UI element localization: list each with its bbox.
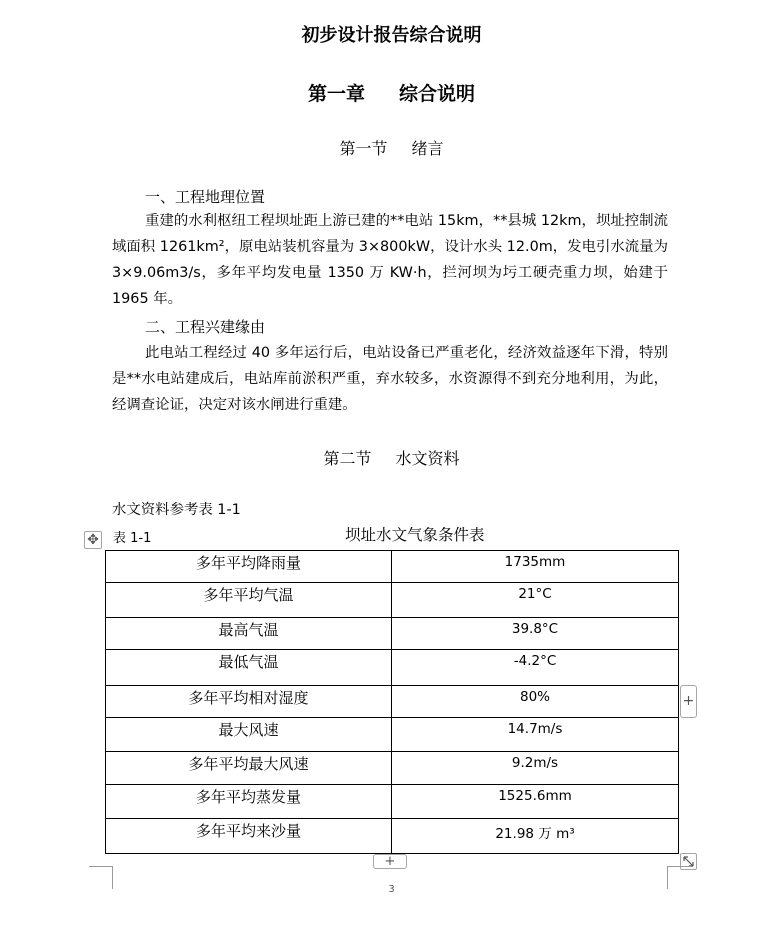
table-row	[106, 785, 679, 819]
page-corner-mark	[667, 866, 690, 867]
table-cell-value[interactable]: 39.8°C	[392, 618, 679, 650]
subheading-location: 一、工程地理位置	[145, 188, 266, 206]
table-row	[106, 583, 679, 618]
section-2-title: 水文资料	[395, 449, 460, 468]
table-row	[106, 718, 679, 752]
table-reference-label: 水文资料参考表 1-1	[112, 502, 241, 518]
table-cell-label[interactable]: 多年平均相对湿度	[106, 686, 392, 718]
section-heading-1	[0, 136, 783, 159]
table-caption: 坝址水文气象条件表	[345, 526, 485, 544]
table-cell-value[interactable]: -4.2°C	[392, 650, 679, 686]
section-1-number: 第一节	[339, 139, 388, 158]
section-2-number: 第二节	[323, 449, 372, 468]
table-number: 表 1-1	[113, 531, 152, 546]
section-1-title: 绪言	[411, 139, 444, 158]
table-cell-value[interactable]: 14.7m/s	[392, 718, 679, 752]
document-title: 初步设计报告综合说明	[301, 25, 482, 46]
add-column-button[interactable]	[680, 685, 697, 718]
table-cell-label[interactable]: 多年平均来沙量	[106, 819, 392, 854]
table-cell-value[interactable]: 21°C	[392, 583, 679, 618]
hydrology-table	[105, 550, 679, 854]
chapter-title: 综合说明	[399, 83, 476, 105]
four-way-arrow-icon: ✥	[87, 532, 99, 548]
table-row	[106, 686, 679, 718]
table-cell-label[interactable]: 多年平均气温	[106, 583, 392, 618]
chapter-number: 第一章	[307, 83, 365, 105]
table-row	[106, 650, 679, 686]
paragraph-reason: 此电站工程经过 40 多年运行后，电站设备已严重老化，经济效益逐年下滑，特别是**水电站建成后，电站库前淤积严重，弃水较多，水资源得不到充分地利用，为此，经调查论证，决定对该水闸进行重建。	[112, 345, 668, 413]
table-row	[106, 551, 679, 583]
plus-icon: +	[682, 693, 695, 709]
add-row-button[interactable]	[373, 854, 407, 869]
paragraph-location: 重建的水利枢纽工程坝址距上游已建的**电站 15km，**县城 12km，坝址控制流域面积 1261km²，原电站装机容量为 3×800kW，设计水头 12.0m，发电引水流量为 3×9.06m3/s，多年平均发电量 1350 万 KW·h，拦河坝为圬工硬壳重力坝，始建于 1965 年。	[112, 213, 668, 307]
table-cell-label[interactable]: 多年平均降雨量	[106, 551, 392, 583]
table-cell-value[interactable]: 9.2m/s	[392, 752, 679, 785]
table-row	[106, 752, 679, 785]
table-move-handle[interactable]	[84, 531, 102, 549]
plus-icon: +	[384, 854, 396, 869]
table-cell-value[interactable]: 1525.6mm	[392, 785, 679, 819]
table-cell-label[interactable]: 多年平均蒸发量	[106, 785, 392, 819]
chapter-heading	[0, 79, 783, 106]
table-cell-label[interactable]: 多年平均最大风速	[106, 752, 392, 785]
table-cell-value[interactable]: 1735mm	[392, 551, 679, 583]
table-row	[106, 618, 679, 650]
table-resize-handle[interactable]	[680, 853, 697, 870]
subheading-reason: 二、工程兴建缘由	[145, 318, 266, 336]
table-cell-label[interactable]: 最高气温	[106, 618, 392, 650]
table-cell-label[interactable]: 最低气温	[106, 650, 392, 686]
table-cell-value[interactable]: 21.98 万 m³	[392, 819, 679, 854]
section-heading-2	[0, 446, 783, 469]
table-cell-value[interactable]: 80%	[392, 686, 679, 718]
table-cell-label[interactable]: 最大风速	[106, 718, 392, 752]
page-corner-mark	[89, 866, 112, 867]
page-number: 3	[388, 884, 395, 895]
table-row	[106, 819, 679, 854]
